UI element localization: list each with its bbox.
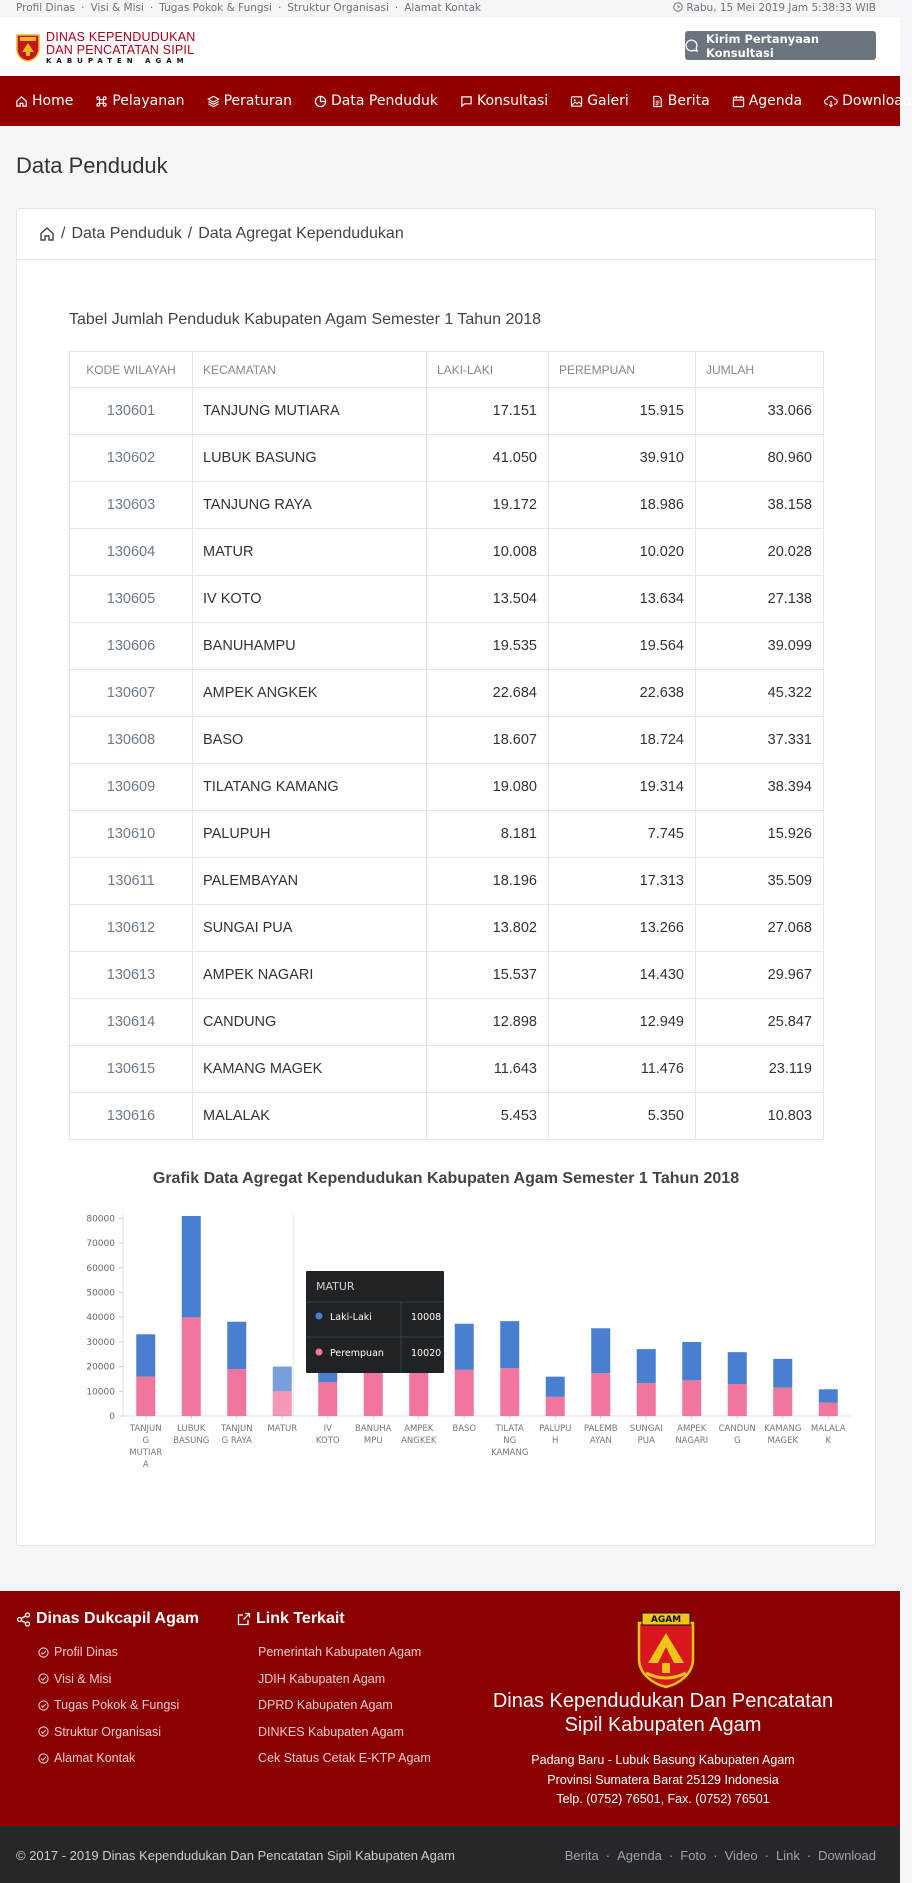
file-text-icon <box>651 95 664 108</box>
x-tick-label: CANDUN <box>718 1424 756 1434</box>
x-tick-label: MPU <box>363 1436 383 1446</box>
table-row <box>70 952 824 999</box>
y-tick-label: 80000 <box>86 1214 115 1225</box>
footer-col2-links <box>258 1639 431 1772</box>
footer-col1-link-text[interactable]: Alamat Kontak <box>54 1751 136 1766</box>
nav-download-label: Download <box>842 93 912 109</box>
x-tick-label: MATUR <box>267 1424 298 1434</box>
bar-laki-laki <box>728 1352 747 1384</box>
nav-konsultasi[interactable] <box>460 93 548 109</box>
x-tick-label: BASUNG <box>173 1436 210 1446</box>
cell-kecamatan: BASO <box>193 717 427 764</box>
cell-perempuan: 10.020 <box>549 529 696 576</box>
table-row <box>70 905 824 952</box>
nav-download[interactable] <box>824 93 912 109</box>
bar-perempuan <box>773 1388 792 1416</box>
cell-perempuan: 7.745 <box>549 811 696 858</box>
x-tick-label: AYAN <box>589 1436 612 1446</box>
top-link-visi-misi[interactable]: Visi & Misi <box>90 2 144 14</box>
cell-perempuan: 14.430 <box>549 952 696 999</box>
th-jumlah: JUMLAH <box>696 352 824 388</box>
cell-jumlah: 29.967 <box>696 952 824 999</box>
send-consultation-button[interactable] <box>685 31 876 60</box>
cell-kecamatan: KAMANG MAGEK <box>193 1046 427 1093</box>
table-row <box>70 623 824 670</box>
cell-laki-laki: 18.196 <box>427 858 549 905</box>
cell-kode: 130611 <box>70 858 193 905</box>
nav-berita-label: Berita <box>667 93 710 109</box>
footer-col1-title-text: Dinas Dukcapil Agam <box>36 1610 200 1627</box>
bar-perempuan <box>728 1384 747 1416</box>
bar-laki-laki <box>546 1377 565 1397</box>
cell-perempuan: 22.638 <box>549 670 696 717</box>
cell-perempuan: 13.634 <box>549 576 696 623</box>
x-tick-label: PALEMB <box>583 1424 618 1434</box>
y-tick-label: 0 <box>109 1412 115 1422</box>
table-row <box>70 482 824 529</box>
site-header <box>0 17 900 76</box>
bottom-link[interactable]: Berita <box>564 1848 599 1863</box>
x-tick-label: SUNGAI <box>629 1424 663 1434</box>
cell-laki-laki: 19.172 <box>427 482 549 529</box>
tooltip-title: MATUR <box>316 1280 355 1293</box>
table-row <box>70 670 824 717</box>
cell-kode: 130610 <box>70 811 193 858</box>
logo-line-2: DAN PENCATATAN SIPIL <box>46 42 195 57</box>
x-tick-label: G RAYA <box>221 1436 252 1446</box>
footer-col2-link-text[interactable]: JDIH Kabupaten Agam <box>258 1671 386 1686</box>
nav-pelayanan-label: Pelayanan <box>112 93 185 109</box>
cell-kecamatan: LUBUK BASUNG <box>193 435 427 482</box>
nav-galeri-label: Galeri <box>587 93 629 109</box>
bar-perempuan <box>819 1403 838 1416</box>
footer-col1-link[interactable] <box>38 1719 179 1746</box>
site-footer <box>0 1591 900 1826</box>
nav-home[interactable] <box>15 93 73 109</box>
x-tick-label: KAMANG <box>491 1448 529 1458</box>
cell-laki-laki: 41.050 <box>427 435 549 482</box>
footer-col1-link-text[interactable]: Profil Dinas <box>54 1645 118 1660</box>
cell-kode: 130606 <box>70 623 193 670</box>
cell-kecamatan: AMPEK NAGARI <box>193 952 427 999</box>
top-link-profil[interactable]: Profil Dinas <box>16 2 76 14</box>
footer-col2-link[interactable] <box>258 1692 431 1719</box>
bar-laki-laki <box>182 1216 201 1317</box>
home-icon <box>15 95 28 108</box>
nav-agenda-label: Agenda <box>748 93 803 109</box>
nav-peraturan[interactable] <box>207 93 292 109</box>
cell-kecamatan: CANDUNG <box>193 999 427 1046</box>
y-tick-label: 20000 <box>86 1362 115 1373</box>
cell-perempuan: 39.910 <box>549 435 696 482</box>
tooltip-row-label: Perempuan <box>330 1348 384 1359</box>
x-tick-label: BASO <box>452 1424 477 1434</box>
cell-kode: 130608 <box>70 717 193 764</box>
cell-perempuan: 19.564 <box>549 623 696 670</box>
cell-kode: 130615 <box>70 1046 193 1093</box>
footer-address-line-1: Padang Baru - Lubuk Basung Kabupaten Agam <box>531 1753 795 1767</box>
y-tick-label: 40000 <box>86 1313 115 1324</box>
population-stacked-bar-chart <box>65 1199 855 1509</box>
cell-laki-laki: 11.643 <box>427 1046 549 1093</box>
cell-jumlah: 33.066 <box>696 388 824 435</box>
table-header-row <box>70 352 824 388</box>
cell-kode: 130613 <box>70 952 193 999</box>
footer-org-line-2: Sipil Kabupaten Agam <box>564 1714 762 1736</box>
tooltip-swatch <box>316 1313 323 1320</box>
layers-icon <box>207 95 220 108</box>
cell-jumlah: 38.394 <box>696 764 824 811</box>
cell-laki-laki: 12.898 <box>427 999 549 1046</box>
bottom-link[interactable]: Download <box>818 1848 876 1863</box>
bar-laki-laki <box>591 1328 610 1373</box>
bar-laki-laki <box>227 1322 246 1369</box>
x-tick-label: MALALA <box>810 1424 846 1434</box>
site-logo[interactable] <box>16 31 195 65</box>
population-table <box>69 351 824 1140</box>
content-card <box>16 208 876 1546</box>
nav-home-label: Home <box>32 93 74 109</box>
agam-emblem-icon <box>16 34 40 62</box>
footer-col2-link-text[interactable]: DPRD Kabupaten Agam <box>258 1698 393 1713</box>
footer-phone: Telp. (0752) 76501, Fax. (0752) 76501 <box>556 1792 770 1806</box>
x-tick-label: H <box>552 1436 559 1446</box>
cell-perempuan: 5.350 <box>549 1093 696 1140</box>
table-row <box>70 529 824 576</box>
cell-laki-laki: 15.537 <box>427 952 549 999</box>
bar-laki-laki <box>682 1342 701 1380</box>
x-tick-label: LUBUK <box>177 1424 206 1434</box>
x-tick-label: A <box>142 1460 149 1470</box>
bottom-link[interactable]: Video <box>724 1848 758 1863</box>
svg-text:AGAM: AGAM <box>650 1615 682 1625</box>
x-tick-label: NAGARI <box>675 1436 709 1446</box>
x-tick-label: MAGEK <box>767 1436 799 1446</box>
x-tick-label: AMPEK <box>404 1424 434 1434</box>
nav-berita[interactable] <box>651 93 710 109</box>
bar-perempuan <box>637 1383 656 1416</box>
x-tick-label: BANUHA <box>355 1424 392 1434</box>
logo-line-1: DINAS KEPENDUDUKAN <box>46 30 196 44</box>
x-tick-label: PUA <box>637 1436 655 1446</box>
main-nav <box>0 76 912 126</box>
cell-laki-laki: 13.802 <box>427 905 549 952</box>
cell-jumlah: 25.847 <box>696 999 824 1046</box>
consult-button-label: Kirim Pertanyaan Konsultasi <box>706 31 820 60</box>
cell-laki-laki: 8.181 <box>427 811 549 858</box>
cell-jumlah: 45.322 <box>696 670 824 717</box>
table-row <box>70 1046 824 1093</box>
x-tick-label: KOTO <box>315 1436 340 1446</box>
bar-laki-laki <box>637 1349 656 1383</box>
clock-icon <box>673 2 683 12</box>
table-row <box>70 764 824 811</box>
y-tick-label: 70000 <box>86 1239 115 1250</box>
x-tick-label: MUTIAR <box>129 1448 163 1458</box>
command-icon <box>95 95 108 108</box>
cell-perempuan: 12.949 <box>549 999 696 1046</box>
footer-col1-links <box>38 1639 179 1772</box>
table-row <box>70 999 824 1046</box>
cell-jumlah: 27.138 <box>696 576 824 623</box>
footer-org-name <box>463 1689 863 1737</box>
top-link-alamat[interactable]: Alamat Kontak <box>404 2 481 14</box>
th-kecamatan: KECAMATAN <box>193 352 427 388</box>
top-link-struktur[interactable]: Struktur Organisasi <box>287 2 389 14</box>
top-links: Profil Dinas · Visi & Misi · Tugas Pokok & Fungsi · Struktur Organisasi · Alamat Kontak <box>16 2 481 14</box>
cell-kecamatan: PALEMBAYAN <box>193 858 427 905</box>
cell-laki-laki: 13.504 <box>427 576 549 623</box>
x-tick-label: IV <box>323 1424 332 1434</box>
x-tick-label: TILATA <box>495 1424 524 1434</box>
tooltip-row-value: 10008 <box>411 1312 442 1323</box>
bar-perempuan <box>227 1369 246 1416</box>
cell-kecamatan: MATUR <box>193 529 427 576</box>
footer-org-line-1: Dinas Kependudukan Dan Pencatatan <box>492 1690 834 1712</box>
nav-data-penduduk-label: Data Penduduk <box>331 93 438 109</box>
cell-perempuan: 18.724 <box>549 717 696 764</box>
cell-jumlah: 37.331 <box>696 717 824 764</box>
logo-line-3: KABUPATEN AGAM <box>46 57 189 65</box>
cell-laki-laki: 22.684 <box>427 670 549 717</box>
cell-laki-laki: 18.607 <box>427 717 549 764</box>
table-row <box>70 858 824 905</box>
cell-kode: 130607 <box>70 670 193 717</box>
bar-laki-laki <box>773 1359 792 1388</box>
cell-kecamatan: BANUHAMPU <box>193 623 427 670</box>
cell-laki-laki: 5.453 <box>427 1093 549 1140</box>
cell-perempuan: 19.314 <box>549 764 696 811</box>
table-row <box>70 435 824 482</box>
cell-jumlah: 80.960 <box>696 435 824 482</box>
bar-perempuan <box>546 1397 565 1416</box>
x-tick-label: G <box>733 1436 741 1446</box>
logo-text <box>46 31 195 65</box>
bottom-link[interactable]: Link <box>775 1848 800 1863</box>
cell-jumlah: 20.028 <box>696 529 824 576</box>
breadcrumb-home[interactable] <box>39 226 55 242</box>
x-tick-label: PALUPU <box>539 1424 572 1434</box>
footer-address-line-2: Provinsi Sumatera Barat 25129 Indonesia <box>547 1772 779 1787</box>
nav-peraturan-label: Peraturan <box>223 93 293 109</box>
nav-data-penduduk[interactable] <box>314 93 438 109</box>
x-tick-label: G <box>142 1436 150 1446</box>
bar-perempuan <box>455 1370 474 1416</box>
footer-col1-link-text[interactable]: Tugas Pokok & Fungsi <box>54 1698 180 1713</box>
message-circle-icon <box>685 39 698 52</box>
tooltip-row-label: Laki-Laki <box>330 1312 372 1323</box>
cell-kecamatan: TILATANG KAMANG <box>193 764 427 811</box>
check-circle-icon <box>38 1647 49 1658</box>
x-tick-label: KAMANG <box>764 1424 802 1434</box>
th-kode-wilayah: KODE WILAYAH <box>70 352 193 388</box>
cell-laki-laki: 19.080 <box>427 764 549 811</box>
cell-kecamatan: PALUPUH <box>193 811 427 858</box>
cell-kecamatan: TANJUNG MUTIARA <box>193 388 427 435</box>
cell-kode: 130603 <box>70 482 193 529</box>
bar-laki-laki <box>136 1334 155 1376</box>
tooltip-row-value: 10020 <box>411 1348 442 1359</box>
nav-galeri[interactable] <box>570 93 629 109</box>
footer-col1-link[interactable] <box>38 1692 179 1719</box>
cell-laki-laki: 19.535 <box>427 623 549 670</box>
x-tick-label: TANJUN <box>129 1424 162 1434</box>
x-tick-label: NG <box>503 1436 517 1446</box>
cell-kecamatan: TANJUNG RAYA <box>193 482 427 529</box>
bar-perempuan <box>273 1391 292 1416</box>
external-link-icon <box>237 1612 251 1626</box>
footer-col1-link-text[interactable]: Struktur Organisasi <box>54 1724 161 1739</box>
cell-perempuan: 13.266 <box>549 905 696 952</box>
bottom-links: Berita · Agenda · Foto · Video · Link · Download <box>564 1848 876 1863</box>
x-tick-label: TANJUN <box>220 1424 253 1434</box>
check-circle-icon <box>38 1700 49 1711</box>
cell-perempuan: 17.313 <box>549 858 696 905</box>
cell-jumlah: 15.926 <box>696 811 824 858</box>
bar-perempuan <box>500 1368 519 1416</box>
bar-perempuan <box>136 1377 155 1416</box>
bar-laki-laki <box>273 1367 292 1392</box>
table-title: Tabel Jumlah Penduduk Kabupaten Agam Semester 1 Tahun 2018 <box>69 311 542 328</box>
tooltip-swatch <box>316 1349 323 1356</box>
bar-laki-laki <box>500 1321 519 1368</box>
check-circle-icon <box>38 1753 49 1764</box>
table-row <box>70 576 824 623</box>
breadcrumb: / Data Penduduk / Data Agregat Kependudukan <box>17 209 875 260</box>
share-icon <box>16 1612 31 1627</box>
cell-kode: 130612 <box>70 905 193 952</box>
bottom-bar <box>0 1826 900 1883</box>
table-row <box>70 388 824 435</box>
bar-perempuan <box>318 1382 337 1416</box>
th-perempuan: PEREMPUAN <box>549 352 696 388</box>
cell-jumlah: 39.099 <box>696 623 824 670</box>
pie-chart-icon <box>314 95 327 108</box>
x-tick-label: K <box>825 1436 832 1446</box>
nav-agenda[interactable] <box>732 93 802 109</box>
footer-col2-title-text: Link Terkait <box>256 1610 345 1627</box>
cell-jumlah: 10.803 <box>696 1093 824 1140</box>
bottom-link[interactable]: Foto <box>680 1848 707 1863</box>
bar-perempuan <box>182 1317 201 1416</box>
cell-jumlah: 38.158 <box>696 482 824 529</box>
nav-konsultasi-label: Konsultasi <box>476 93 549 109</box>
cell-kode: 130601 <box>70 388 193 435</box>
cell-kecamatan: AMPEK ANGKEK <box>193 670 427 717</box>
cell-kecamatan: SUNGAI PUA <box>193 905 427 952</box>
cell-jumlah: 27.068 <box>696 905 824 952</box>
message-icon <box>460 95 473 108</box>
th-laki-laki: LAKI-LAKI <box>427 352 549 388</box>
copyright: © 2017 - 2019 Dinas Kependudukan Dan Pencatatan Sipil Kabupaten Agam <box>16 1848 455 1863</box>
bar-perempuan <box>591 1373 610 1416</box>
x-tick-label: AMPEK <box>677 1424 707 1434</box>
footer-col1-title <box>16 1610 199 1628</box>
top-link-tugas[interactable]: Tugas Pokok & Fungsi <box>159 2 272 14</box>
bar-laki-laki <box>455 1324 474 1370</box>
cell-kode: 130616 <box>70 1093 193 1140</box>
chart-title: Grafik Data Agregat Kependudukan Kabupaten Agam Semester 1 Tahun 2018 <box>152 1170 740 1187</box>
bar-laki-laki <box>819 1389 838 1402</box>
cloud-download-icon <box>824 95 838 108</box>
y-tick-label: 30000 <box>86 1337 115 1348</box>
footer-col1-link[interactable] <box>38 1745 179 1772</box>
datetime-text: Rabu, 15 Mei 2019 Jam 5:38:33 WIB <box>686 2 876 14</box>
top-datetime <box>673 2 876 14</box>
cell-laki-laki: 17.151 <box>427 388 549 435</box>
page-title: Data Penduduk <box>16 153 168 178</box>
cell-jumlah: 23.119 <box>696 1046 824 1093</box>
check-circle-icon <box>38 1726 49 1737</box>
cell-jumlah: 35.509 <box>696 858 824 905</box>
footer-address <box>463 1751 863 1810</box>
breadcrumb-current: Data Agregat Kependudukan <box>198 225 404 242</box>
footer-col2-link[interactable] <box>258 1639 431 1666</box>
footer-col2-link-text[interactable]: Pemerintah Kabupaten Agam <box>258 1645 422 1660</box>
table-row <box>70 811 824 858</box>
agam-coat-of-arms-icon <box>636 1611 696 1689</box>
bar-perempuan <box>682 1380 701 1416</box>
footer-col1-link-text[interactable]: Visi & Misi <box>54 1671 112 1686</box>
y-tick-label: 10000 <box>86 1387 115 1398</box>
home-icon <box>39 226 55 242</box>
footer-col1-link[interactable] <box>38 1666 179 1693</box>
image-icon <box>570 95 583 108</box>
check-circle-icon <box>38 1673 49 1684</box>
cell-kode: 130604 <box>70 529 193 576</box>
footer-col1-link[interactable] <box>38 1639 179 1666</box>
y-tick-label: 50000 <box>86 1288 115 1299</box>
cell-kode: 130602 <box>70 435 193 482</box>
cell-kecamatan: IV KOTO <box>193 576 427 623</box>
cell-perempuan: 15.915 <box>549 388 696 435</box>
cell-perempuan: 18.986 <box>549 482 696 529</box>
footer-col2-link[interactable] <box>258 1666 431 1693</box>
x-tick-label: ANGKEK <box>401 1436 437 1446</box>
breadcrumb-data-penduduk[interactable]: Data Penduduk <box>71 225 182 242</box>
y-tick-label: 60000 <box>86 1263 115 1274</box>
footer-col2-title <box>237 1610 345 1628</box>
cell-perempuan: 11.476 <box>549 1046 696 1093</box>
footer-col2-link-text[interactable]: Cek Status Cetak E-KTP Agam <box>258 1751 431 1766</box>
cell-kode: 130614 <box>70 999 193 1046</box>
footer-col2-link[interactable] <box>258 1719 431 1746</box>
top-bar <box>0 0 900 17</box>
calendar-icon <box>732 95 745 108</box>
cell-kecamatan: MALALAK <box>193 1093 427 1140</box>
nav-pelayanan[interactable] <box>95 93 184 109</box>
cell-kode: 130609 <box>70 764 193 811</box>
bottom-link[interactable]: Agenda <box>617 1848 662 1863</box>
cell-kode: 130605 <box>70 576 193 623</box>
bar-perempuan <box>364 1368 383 1416</box>
cell-laki-laki: 10.008 <box>427 529 549 576</box>
table-row <box>70 1093 824 1140</box>
table-row <box>70 717 824 764</box>
footer-col2-link-text[interactable]: DINKES Kabupaten Agam <box>258 1724 404 1739</box>
footer-col2-link[interactable] <box>258 1745 431 1772</box>
